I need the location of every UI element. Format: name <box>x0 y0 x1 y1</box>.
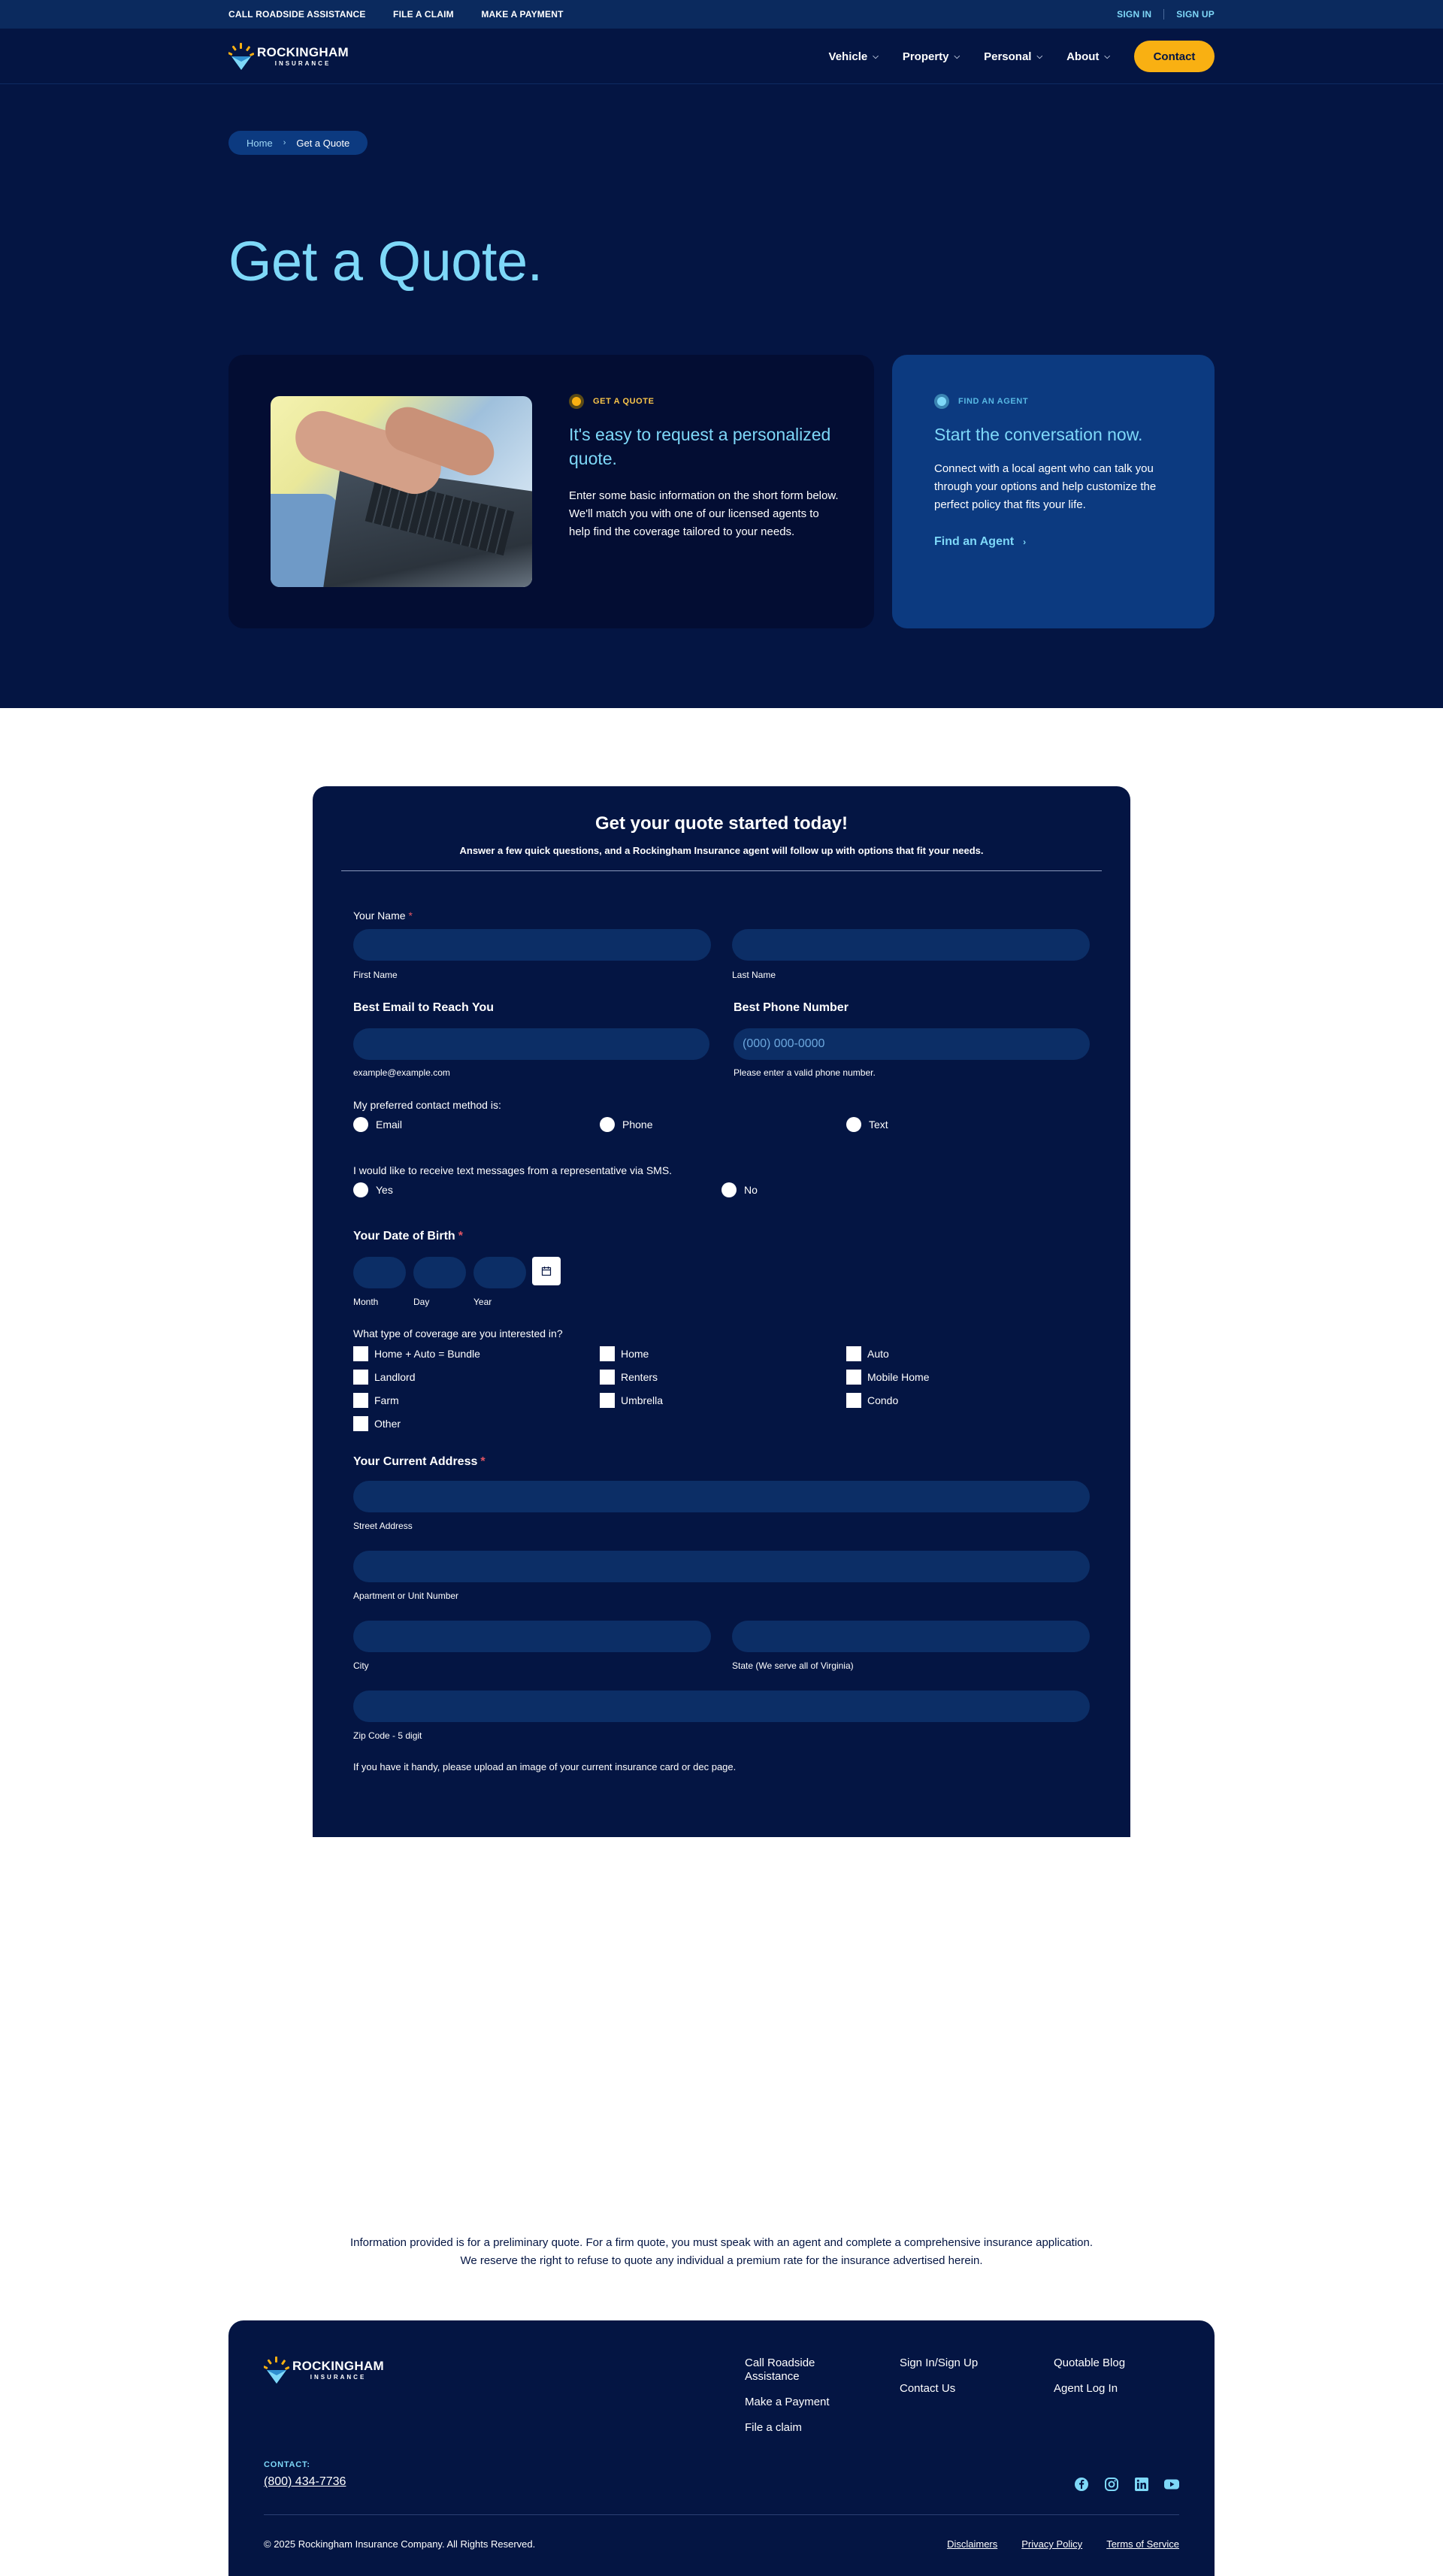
checkbox-label: Home <box>621 1348 649 1360</box>
checkbox-box <box>353 1370 368 1385</box>
nav-vehicle[interactable] <box>829 50 879 63</box>
radio-label: Email <box>376 1118 403 1131</box>
disclaimers-link[interactable]: Disclaimers <box>947 2538 998 2550</box>
radio-circle <box>353 1117 368 1132</box>
divider <box>1163 9 1164 20</box>
phone-link[interactable]: (800) 434-7736 <box>264 2475 346 2488</box>
calendar-button[interactable] <box>532 1257 561 1285</box>
checkbox-label: Auto <box>867 1348 889 1360</box>
make-payment-link[interactable]: MAKE A PAYMENT <box>481 9 564 20</box>
site-header <box>0 29 1443 84</box>
email-label: Best Email to Reach You <box>353 1001 495 1014</box>
dob-month-input[interactable] <box>353 1257 406 1288</box>
logo[interactable] <box>228 41 349 71</box>
brand-name: ROCKINGHAM <box>292 2359 384 2373</box>
dob-day-label: Day <box>413 1297 430 1307</box>
laptop-typing-image <box>271 396 532 587</box>
account-links <box>1105 9 1215 20</box>
linkedin-icon[interactable] <box>1133 2476 1150 2493</box>
checkbox-label: Landlord <box>374 1371 416 1383</box>
checkbox-mobile-home[interactable] <box>846 1370 929 1385</box>
agent-card-text: Connect with a local agent who can talk you through your options and help customize the perfect policy that fits your life. <box>934 462 1157 511</box>
first-name-input[interactable] <box>353 929 711 961</box>
privacy-policy-link[interactable]: Privacy Policy <box>1021 2538 1083 2550</box>
checkbox-label: Mobile Home <box>867 1371 930 1383</box>
sign-in-link[interactable]: SIGN IN <box>1117 9 1152 20</box>
roadside-assistance-link[interactable]: CALL ROADSIDE ASSISTANCE <box>228 9 366 20</box>
footer-col-3 <box>1054 2357 1125 2408</box>
nav-property[interactable] <box>903 50 960 63</box>
checkbox-auto[interactable] <box>846 1346 889 1361</box>
breadcrumb-current: Get a Quote <box>296 137 350 149</box>
checkbox-box <box>600 1346 615 1361</box>
sign-up-link[interactable]: SIGN UP <box>1176 9 1215 20</box>
checkbox-box <box>353 1393 368 1408</box>
zip-input[interactable] <box>353 1691 1090 1722</box>
radio-circle <box>353 1182 368 1197</box>
footer-link-signin[interactable]: Sign In/Sign Up <box>900 2357 979 2369</box>
checkbox-label: Home + Auto = Bundle <box>374 1348 480 1360</box>
checkbox-box <box>846 1370 861 1385</box>
form-subtitle: Answer a few quick questions, and a Rockingham Insurance agent will follow up with options that fit your needs. <box>459 845 984 856</box>
radio-circle <box>600 1117 615 1132</box>
checkbox-home[interactable] <box>600 1346 649 1361</box>
nav-label: Vehicle <box>828 50 868 63</box>
footer-col-1 <box>745 2357 865 2447</box>
email-field[interactable] <box>353 1028 709 1060</box>
form-section <box>0 708 1443 2452</box>
chevron-down-icon: ⌵ <box>873 52 879 61</box>
nav-label: Property <box>902 50 949 63</box>
brand-name: ROCKINGHAM <box>257 45 349 59</box>
checkbox-box <box>846 1393 861 1408</box>
quote-form <box>313 786 1130 1837</box>
radio-text[interactable] <box>846 1117 888 1132</box>
agent-card-heading: Start the conversation now. <box>934 425 1143 444</box>
footer-col-2 <box>900 2357 978 2408</box>
radio-label: Phone <box>622 1118 653 1131</box>
street-label: Street Address <box>353 1521 413 1531</box>
checkbox-label: Umbrella <box>621 1394 664 1406</box>
first-name-label: First Name <box>353 970 398 980</box>
dob-day-input[interactable] <box>413 1257 466 1288</box>
city-label: City <box>353 1660 369 1671</box>
copyright: © 2025 Rockingham Insurance Company. All Rights Reserved. <box>264 2538 536 2550</box>
calendar-icon <box>541 1266 552 1276</box>
chevron-down-icon: ⌵ <box>1104 52 1110 61</box>
checkbox-condo[interactable] <box>846 1393 898 1408</box>
dot-icon <box>934 394 949 409</box>
disclaimer-text: Information provided is for a preliminary quote. For a firm quote, you must speak with an agent and complete a comprehensive insurance application. We reserve the right to refuse to quote any individual a premium rate for the insurance advertised herein. <box>349 2236 1094 2267</box>
instagram-icon[interactable] <box>1103 2476 1120 2493</box>
youtube-icon[interactable] <box>1163 2476 1180 2493</box>
dot-icon <box>569 394 584 409</box>
divider <box>264 2514 1179 2515</box>
social-links <box>1060 2476 1180 2493</box>
radio-circle <box>846 1117 861 1132</box>
quote-card-heading: It's easy to request a personalized quote. <box>569 425 831 468</box>
logo-icon <box>228 41 254 71</box>
checkbox-farm[interactable] <box>353 1393 399 1408</box>
checkbox-box <box>353 1416 368 1431</box>
state-input[interactable] <box>732 1621 1090 1652</box>
utility-links <box>228 8 588 21</box>
last-name-input[interactable] <box>732 929 1090 961</box>
apt-input[interactable] <box>353 1551 1090 1582</box>
footer-link-roadside[interactable]: Call Roadside Assistance <box>745 2357 815 2383</box>
radio-email[interactable] <box>353 1117 402 1132</box>
footer-link-payment[interactable]: Make a Payment <box>745 2396 830 2408</box>
quote-card <box>228 355 874 628</box>
footer-link-blog[interactable]: Quotable Blog <box>1054 2357 1126 2369</box>
radio-label: Text <box>869 1118 888 1131</box>
breadcrumb <box>228 131 368 155</box>
checkbox-label: Other <box>374 1418 401 1430</box>
nav-label: About <box>1066 50 1100 63</box>
dob-year-label: Year <box>473 1297 492 1307</box>
breadcrumb-home[interactable]: Home <box>247 137 273 149</box>
footer-link-contact[interactable]: Contact Us <box>900 2382 956 2395</box>
brand-sub: INSURANCE <box>310 2374 367 2381</box>
contact-button[interactable]: Contact <box>1134 41 1215 72</box>
checkbox-box <box>600 1370 615 1385</box>
hero-section <box>0 84 1443 708</box>
checkbox-other[interactable] <box>353 1416 401 1431</box>
radio-sms-yes[interactable] <box>353 1182 393 1197</box>
contact-method-label: My preferred contact method is: <box>353 1099 501 1111</box>
radio-phone[interactable] <box>600 1117 652 1132</box>
checkbox-label: Renters <box>621 1371 658 1383</box>
dob-label: Your Date of Birth * <box>353 1230 463 1243</box>
facebook-icon[interactable] <box>1073 2476 1090 2493</box>
phone-hint: Please enter a valid phone number. <box>734 1067 876 1078</box>
dob-year-input[interactable] <box>473 1257 526 1288</box>
agent-eyebrow <box>934 394 1182 409</box>
file-claim-link[interactable]: FILE A CLAIM <box>393 9 454 20</box>
checkbox-label: Condo <box>867 1394 899 1406</box>
footer-logo[interactable] <box>264 2355 384 2385</box>
name-label: Your Name * <box>353 910 413 922</box>
checkbox-landlord[interactable] <box>353 1370 416 1385</box>
find-agent-label: Find an Agent <box>934 535 1015 548</box>
chevron-down-icon: ⌵ <box>954 52 960 61</box>
chevron-down-icon: ⌵ <box>1036 52 1043 61</box>
upload-text: If you have it handy, please upload an image of your current insurance card or dec page. <box>353 1761 737 1772</box>
form-title: Get your quote started today! <box>594 813 849 834</box>
contact-label: CONTACT: <box>264 2460 310 2469</box>
footer-link-claim[interactable]: File a claim <box>745 2421 802 2434</box>
footer-link-agent-login[interactable]: Agent Log In <box>1054 2382 1118 2395</box>
chevron-right-icon: › <box>1023 537 1027 547</box>
quote-eyebrow <box>569 394 839 409</box>
nav-label: Personal <box>984 50 1032 63</box>
radio-circle <box>722 1182 737 1197</box>
find-agent-link[interactable] <box>934 535 1026 549</box>
apt-label: Apartment or Unit Number <box>353 1591 459 1601</box>
zip-label: Zip Code - 5 digit <box>353 1730 422 1741</box>
site-footer <box>228 2320 1215 2576</box>
coverage-label: What type of coverage are you interested in? <box>353 1327 563 1339</box>
radio-label: Yes <box>376 1184 393 1196</box>
radio-label: No <box>744 1184 758 1196</box>
eyebrow-label: FIND AN AGENT <box>958 397 1029 406</box>
nav-personal[interactable] <box>984 50 1042 63</box>
checkbox-label: Farm <box>374 1394 399 1406</box>
agent-card <box>892 355 1215 628</box>
logo-icon <box>264 2355 289 2385</box>
checkbox-renters[interactable] <box>600 1370 658 1385</box>
quote-card-text: Enter some basic information on the short form below. We'll match you with one of our licensed agents to help find the coverage tailored to your needs. <box>569 489 839 538</box>
state-label: State (We serve all of Virginia) <box>732 1660 854 1671</box>
checkbox-umbrella[interactable] <box>600 1393 663 1408</box>
radio-sms-no[interactable] <box>722 1182 758 1197</box>
dob-month-label: Month <box>353 1297 379 1307</box>
utility-bar <box>0 0 1443 29</box>
divider <box>341 870 1102 871</box>
brand-sub: INSURANCE <box>274 60 331 67</box>
email-hint: example@example.com <box>353 1067 450 1078</box>
phone-label: Best Phone Number <box>734 1001 849 1014</box>
sms-label: I would like to receive text messages from a representative via SMS. <box>353 1164 673 1176</box>
page-title: Get a Quote. <box>228 230 543 292</box>
chevron-right-icon: › <box>283 138 286 147</box>
nav-about[interactable] <box>1066 50 1110 63</box>
main-nav <box>805 41 1215 72</box>
legal-links <box>923 2538 1179 2550</box>
eyebrow-label: GET A QUOTE <box>593 397 655 406</box>
disclaimer <box>0 2234 1443 2270</box>
checkbox-box <box>846 1346 861 1361</box>
checkbox-box <box>353 1346 368 1361</box>
street-input[interactable] <box>353 1481 1090 1512</box>
city-input[interactable] <box>353 1621 711 1652</box>
checkbox-box <box>600 1393 615 1408</box>
checkbox-bundle[interactable] <box>353 1346 480 1361</box>
phone-field[interactable]: (000) 000-0000 <box>734 1028 1090 1060</box>
terms-of-service-link[interactable]: Terms of Service <box>1106 2538 1179 2550</box>
last-name-label: Last Name <box>732 970 776 980</box>
address-label: Your Current Address * <box>353 1455 486 1468</box>
